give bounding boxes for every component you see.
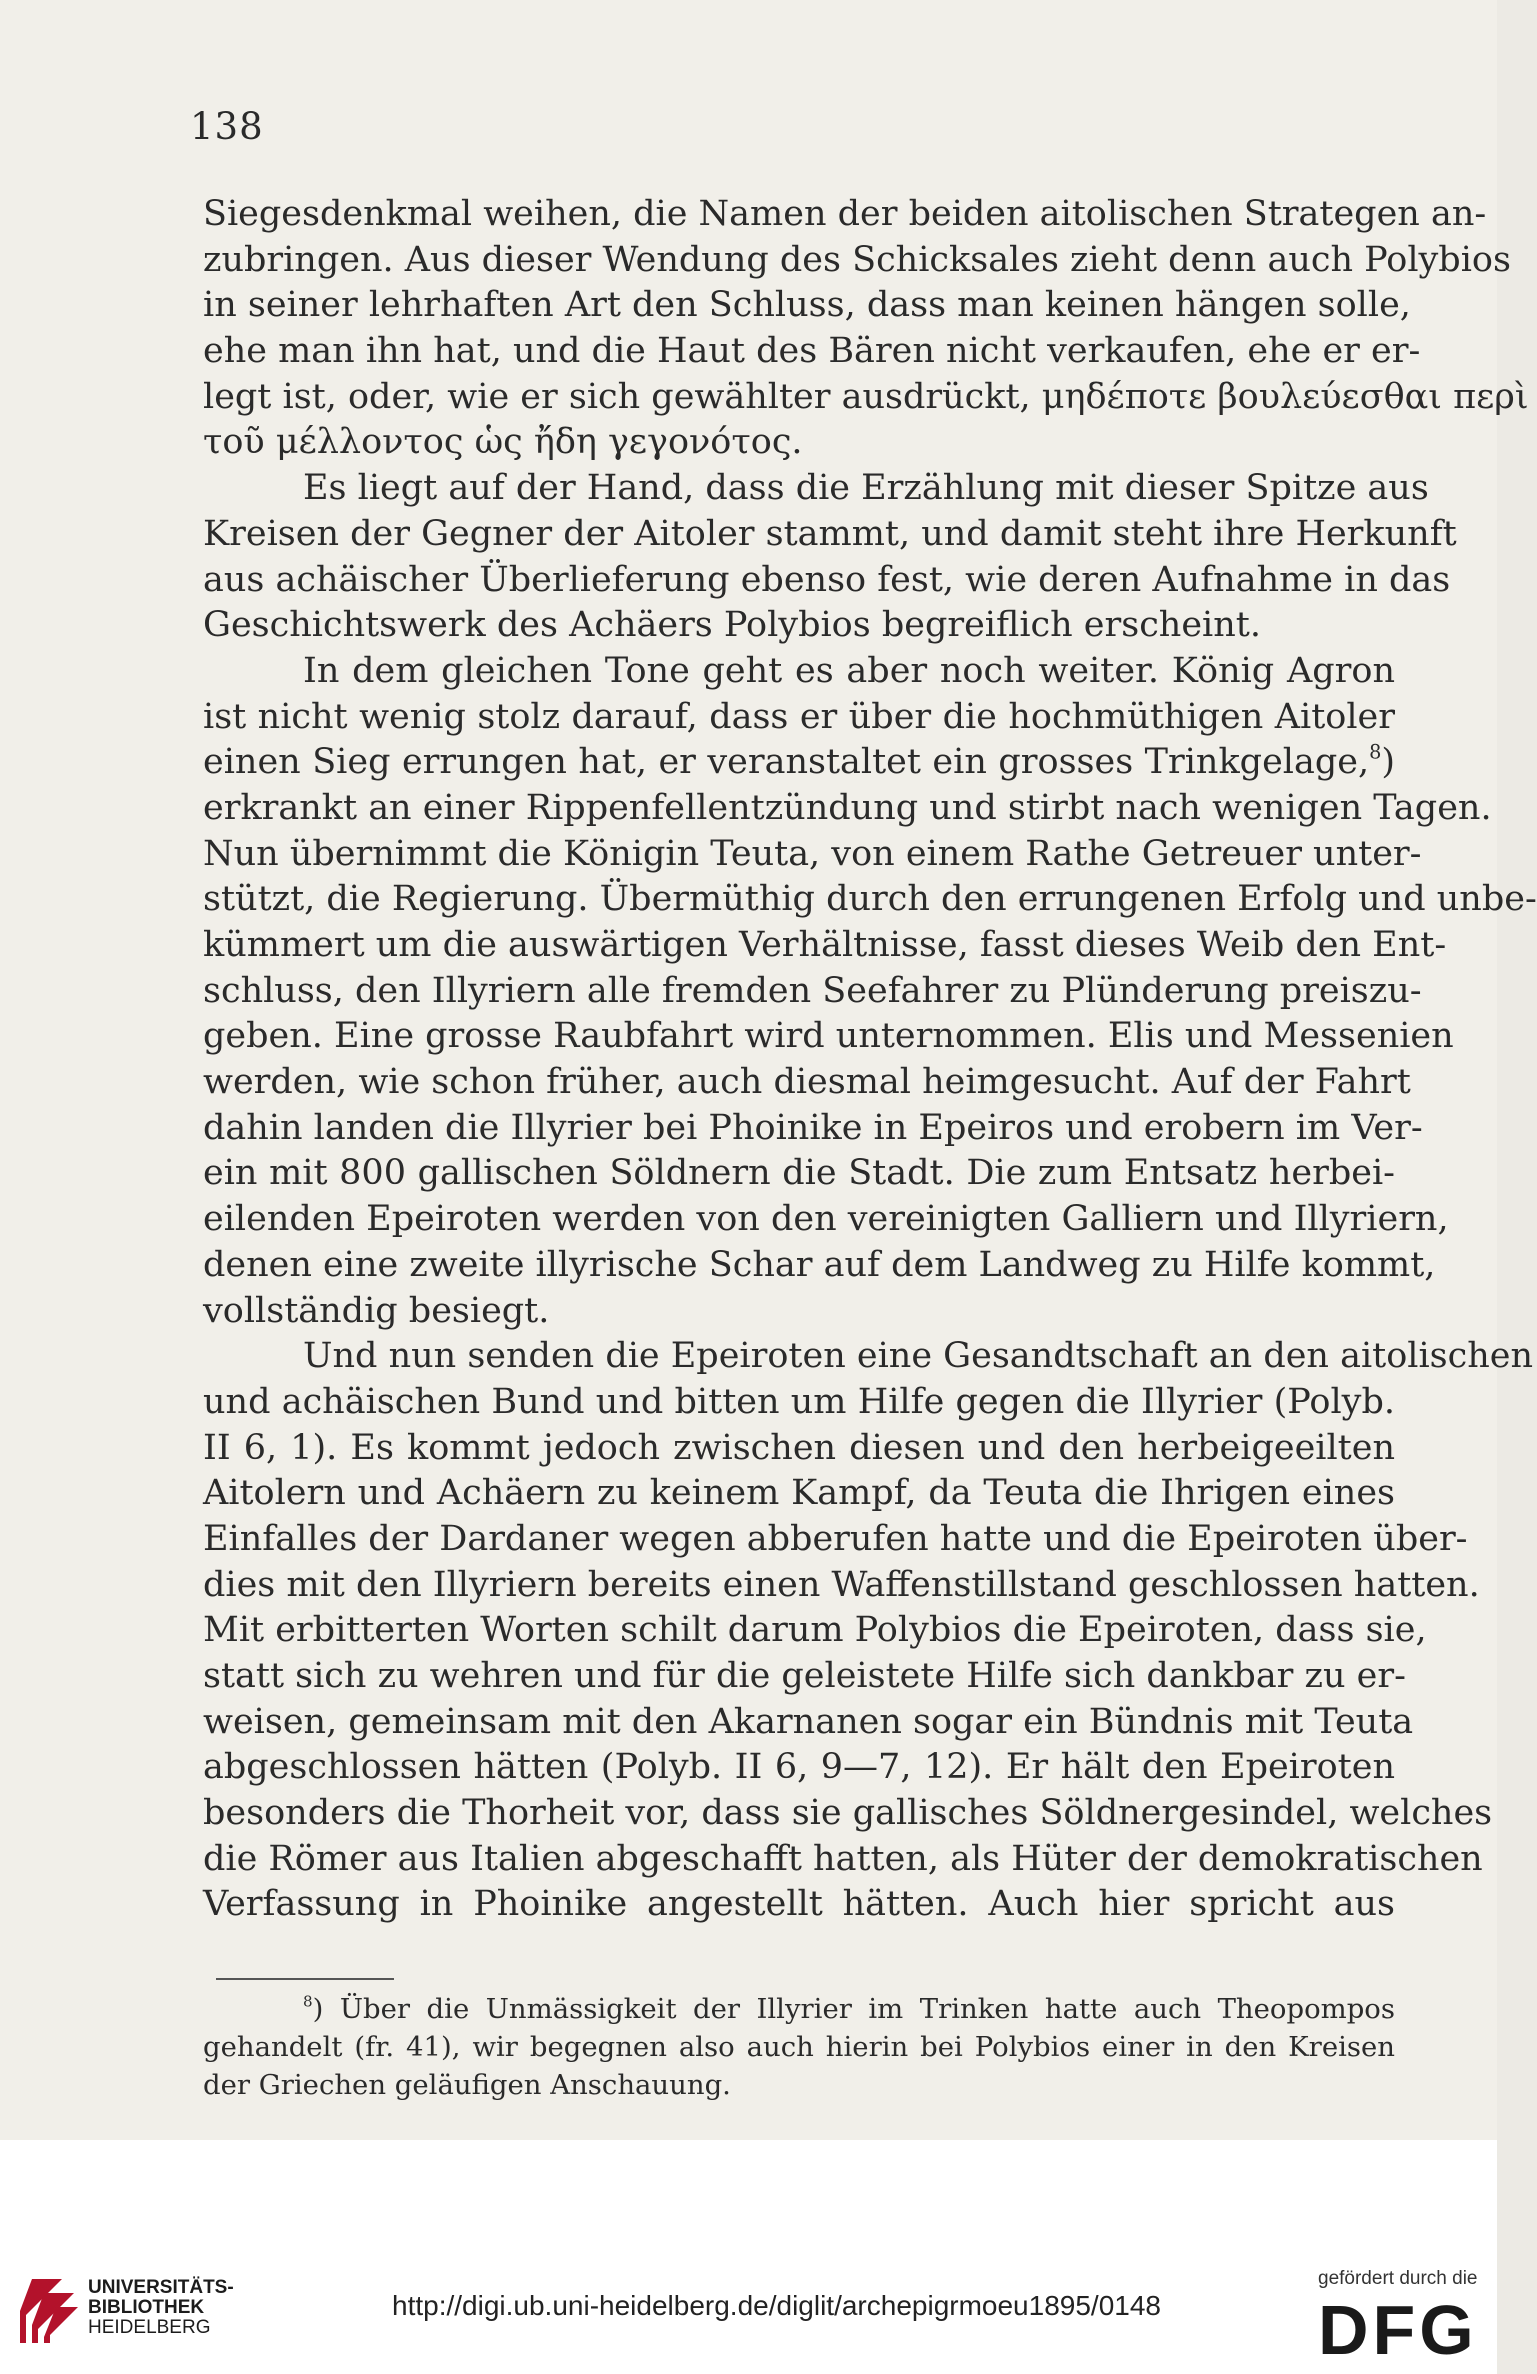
footnote-marker[interactable]: 8 bbox=[1369, 740, 1382, 764]
text-line: weisen, gemeinsam mit den Akarnanen sogar ein Bündnis mit Teuta bbox=[203, 1701, 1414, 1742]
text-line: Siegesdenkmal weihen, die Namen der beiden aitolischen Strategen an- bbox=[203, 194, 1487, 234]
footer-bar bbox=[0, 2140, 1497, 2374]
text-line: und achäischen Bund und bitten um Hilfe gegen die Illyrier (Polyb. bbox=[203, 1381, 1395, 1422]
text-line: ehe man ihn hat, und die Haut des Bären nicht verkaufen, ehe er er- bbox=[203, 331, 1421, 372]
text-line: legt ist, oder, wie er sich gewählter ausdrückt, μηδέποτε βουλεύεσθαι περὶ bbox=[203, 376, 1529, 417]
text-line: Kreisen der Gegner der Aitoler stammt, und damit steht ihre Herkunft bbox=[203, 513, 1457, 554]
library-name bbox=[88, 2278, 234, 2338]
text-line: ist nicht wenig stolz darauf, dass er über die hochmüthigen Aitoler bbox=[203, 696, 1395, 737]
text-line: Einfalles der Dardaner wegen abberufen hatte und die Epeiroten über- bbox=[203, 1518, 1468, 1559]
footnote-number: 8 bbox=[303, 1992, 313, 2011]
text-line: Verfassung in Phoinike angestellt hätten. Auch hier spricht aus bbox=[203, 1884, 1395, 1925]
text-line: schluss, den Illyriern alle fremden Seefahrer zu Plünderung preiszu- bbox=[203, 970, 1422, 1011]
text-line: Geschichtswerk des Achäers Polybios begreiflich erscheint. bbox=[203, 605, 1261, 646]
library-name-line2: BIBLIOTHEK bbox=[88, 2297, 205, 2318]
text-line: eilenden Epeiroten werden von den vereinigten Galliern und Illyriern, bbox=[203, 1199, 1449, 1240]
text-line: statt sich zu wehren und für die geleistete Hilfe sich dankbar zu er- bbox=[203, 1656, 1406, 1696]
text-line: Nun übernimmt die Königin Teuta, von einem Rathe Getreuer unter- bbox=[203, 833, 1422, 874]
text-line: die Römer aus Italien abgeschafft hatten, als Hüter der demokratischen bbox=[203, 1838, 1483, 1879]
permalink-url[interactable]: http://digi.ub.uni-heidelberg.de/diglit/archepigrmoeu1895/0148 bbox=[392, 2290, 1161, 2321]
text-line: Und nun senden die Epeiroten eine Gesandtschaft an den aitolischen bbox=[303, 1336, 1534, 1377]
text-line: τοῦ μέλλοντος ὡς ἤδη γεγονότος. bbox=[203, 422, 803, 463]
text-line: denen eine zweite illyrische Schar auf dem Landweg zu Hilfe kommt, bbox=[203, 1244, 1436, 1285]
text-line: Es liegt auf der Hand, dass die Erzählung mit dieser Spitze aus bbox=[303, 468, 1429, 509]
library-logo-icon bbox=[18, 2275, 80, 2347]
text-line: In dem gleichen Tone geht es aber noch weiter. König Agron bbox=[303, 650, 1395, 691]
text-line: vollständig besiegt. bbox=[203, 1290, 550, 1331]
footnote-line: der Griechen geläufigen Anschauung. bbox=[203, 2069, 731, 2101]
text-line: zubringen. Aus dieser Wendung des Schicksales zieht denn auch Polybios bbox=[203, 239, 1511, 280]
sponsor-note: gefördert durch die bbox=[1318, 2268, 1478, 2289]
text-line: besonders die Thorheit vor, dass sie gallisches Söldnergesindel, welches bbox=[203, 1793, 1493, 1834]
text-line: Mit erbitterten Worten schilt darum Polybios die Epeiroten, dass sie, bbox=[203, 1610, 1427, 1651]
page-number: 138 bbox=[190, 105, 264, 148]
footnote-rule bbox=[216, 1978, 394, 1980]
text-line: werden, wie schon früher, auch diesmal heimgesucht. Auf der Fahrt bbox=[203, 1062, 1411, 1103]
text-line: dahin landen die Illyrier bei Phoinike in Epeiros und erobern im Ver- bbox=[203, 1107, 1423, 1148]
text-line: erkrankt an einer Rippenfellentzündung und stirbt nach wenigen Tagen. bbox=[203, 787, 1492, 828]
library-name-line1: UNIVERSITÄTS- bbox=[88, 2277, 234, 2298]
text-line: in seiner lehrhaften Art den Schluss, dass man keinen hängen solle, bbox=[203, 285, 1411, 326]
text-line: geben. Eine grosse Raubfahrt wird unternommen. Elis und Messenien bbox=[203, 1016, 1454, 1057]
text-line: kümmert um die auswärtigen Verhältnisse, fasst dieses Weib den Ent- bbox=[203, 925, 1447, 965]
text-line: II 6, 1). Es kommt jedoch zwischen diesen und den herbeigeeilten bbox=[203, 1427, 1395, 1468]
library-name-line3: HEIDELBERG bbox=[88, 2317, 211, 2338]
text-line: ein mit 800 gallischen Söldnern die Stadt. Die zum Entsatz herbei- bbox=[203, 1153, 1395, 1194]
footnote-line: $^8$) Über die Unmässigkeit der Illyrier im Trinken hatte auch Theopompos bbox=[303, 1992, 1395, 2025]
dfg-logo: DFG bbox=[1318, 2291, 1478, 2369]
text-line: aus achäischer Überlieferung ebenso fest, wie deren Aufnahme in das bbox=[203, 559, 1451, 600]
text-line: dies mit den Illyriern bereits einen Waffenstillstand geschlossen hatten. bbox=[203, 1564, 1480, 1605]
text-line: abgeschlossen hätten (Polyb. II 6, 9—7, 12). Er hält den Epeiroten bbox=[203, 1747, 1395, 1788]
text-line: einen Sieg errungen hat, er veranstaltet ein grosses Trinkgelage,$^8$) bbox=[203, 740, 1395, 783]
footnotes bbox=[203, 1990, 1395, 2104]
text-line: stützt, die Regierung. Übermüthig durch den errungenen Erfolg und unbe- bbox=[203, 879, 1537, 920]
body-text bbox=[203, 192, 1537, 1928]
text-line: Aitolern und Achäern zu keinem Kampf, da Teuta die Ihrigen eines bbox=[203, 1473, 1395, 1514]
footnote-line: gehandelt (fr. 41), wir begegnen also auch hierin bei Polybios einer in den Kreisen bbox=[203, 2031, 1395, 2063]
